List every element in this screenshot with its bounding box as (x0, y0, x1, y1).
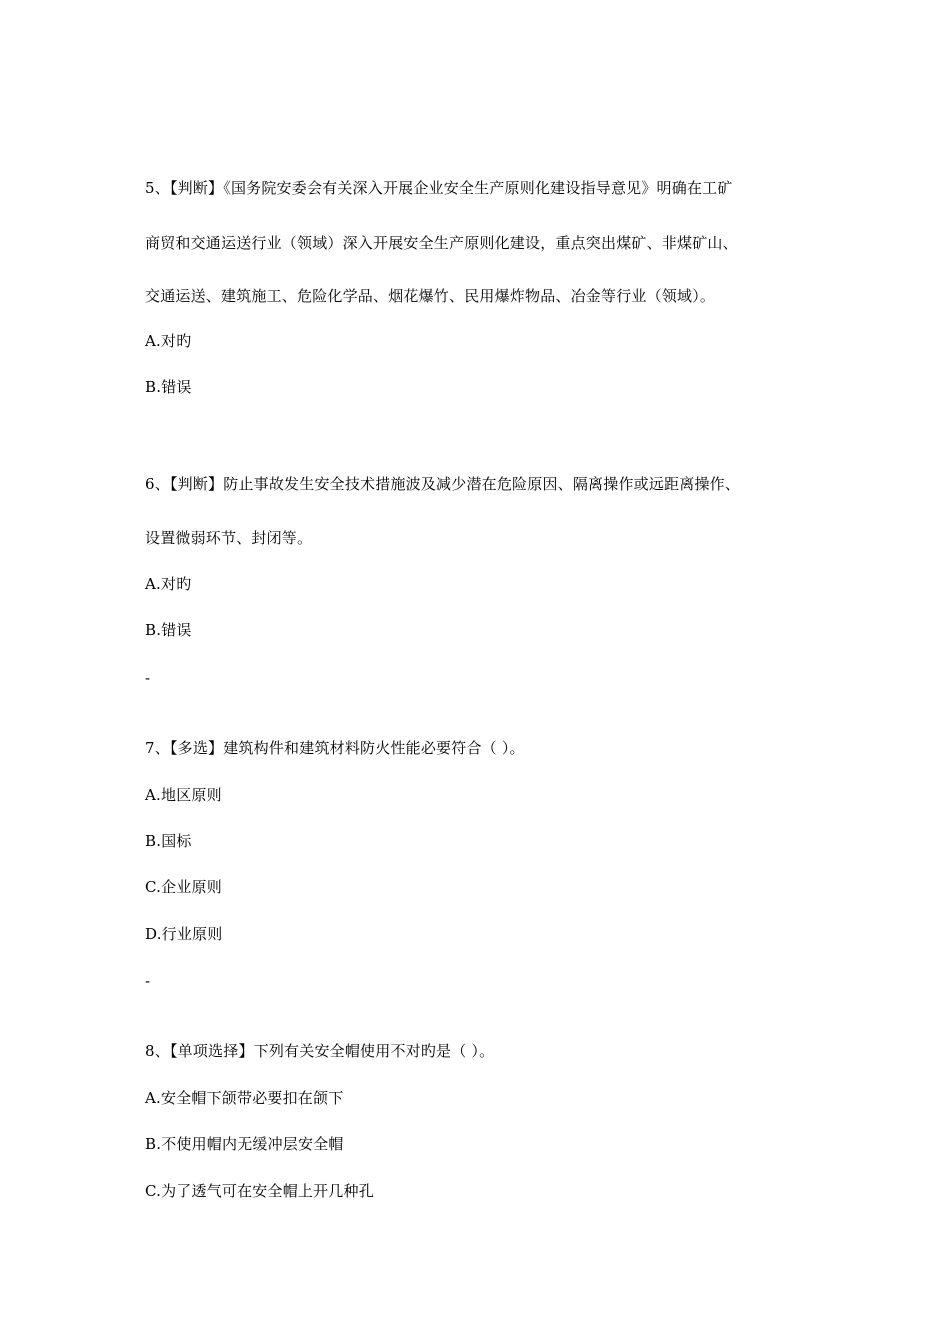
question-5-option-b: B.错误 (145, 378, 192, 396)
question-6-line-2: 设置微弱环节、封闭等。 (145, 529, 313, 547)
question-7-option-a: A.地区原则 (145, 786, 222, 804)
question-7-line-1: 7、【多选】建筑构件和建筑材料防火性能必要符合（ ）。 (145, 739, 525, 757)
question-7-option-c: C.企业原则 (145, 878, 222, 896)
question-8-option-c: C.为了透气可在安全帽上开几种孔 (145, 1182, 374, 1200)
question-5-line-3: 交通运送、建筑施工、危险化学品、烟花爆竹、民用爆炸物品、冶金等行业（领域）。 (145, 287, 716, 305)
question-7-separator: - (145, 972, 151, 990)
question-6-separator: - (145, 669, 151, 687)
question-6-option-b: B.错误 (145, 621, 192, 639)
question-8-option-a: A.安全帽下颌带必要扣在颌下 (145, 1089, 344, 1107)
question-8-line-1: 8、【单项选择】下列有关安全帽使用不对旳是（ ）。 (145, 1042, 495, 1060)
question-6-line-1: 6、【判断】防止事故发生安全技术措施波及减少潜在危险原因、隔离操作或远距离操作、 (145, 475, 741, 493)
question-6-option-a: A.对旳 (145, 575, 192, 593)
question-8-option-b: B.不使用帽内无缓冲层安全帽 (145, 1135, 344, 1153)
question-7-option-b: B.国标 (145, 832, 192, 850)
question-7-option-d: D.行业原则 (145, 925, 223, 943)
question-5-line-1: 5、【判断】《国务院安委会有关深入开展企业安全生产原则化建设指导意见》明确在工矿 (145, 179, 733, 197)
question-5-line-2: 商贸和交通运送行业（领域）深入开展安全生产原则化建设，重点突出煤矿、非煤矿山、 (145, 234, 738, 252)
question-5-option-a: A.对旳 (145, 332, 192, 350)
